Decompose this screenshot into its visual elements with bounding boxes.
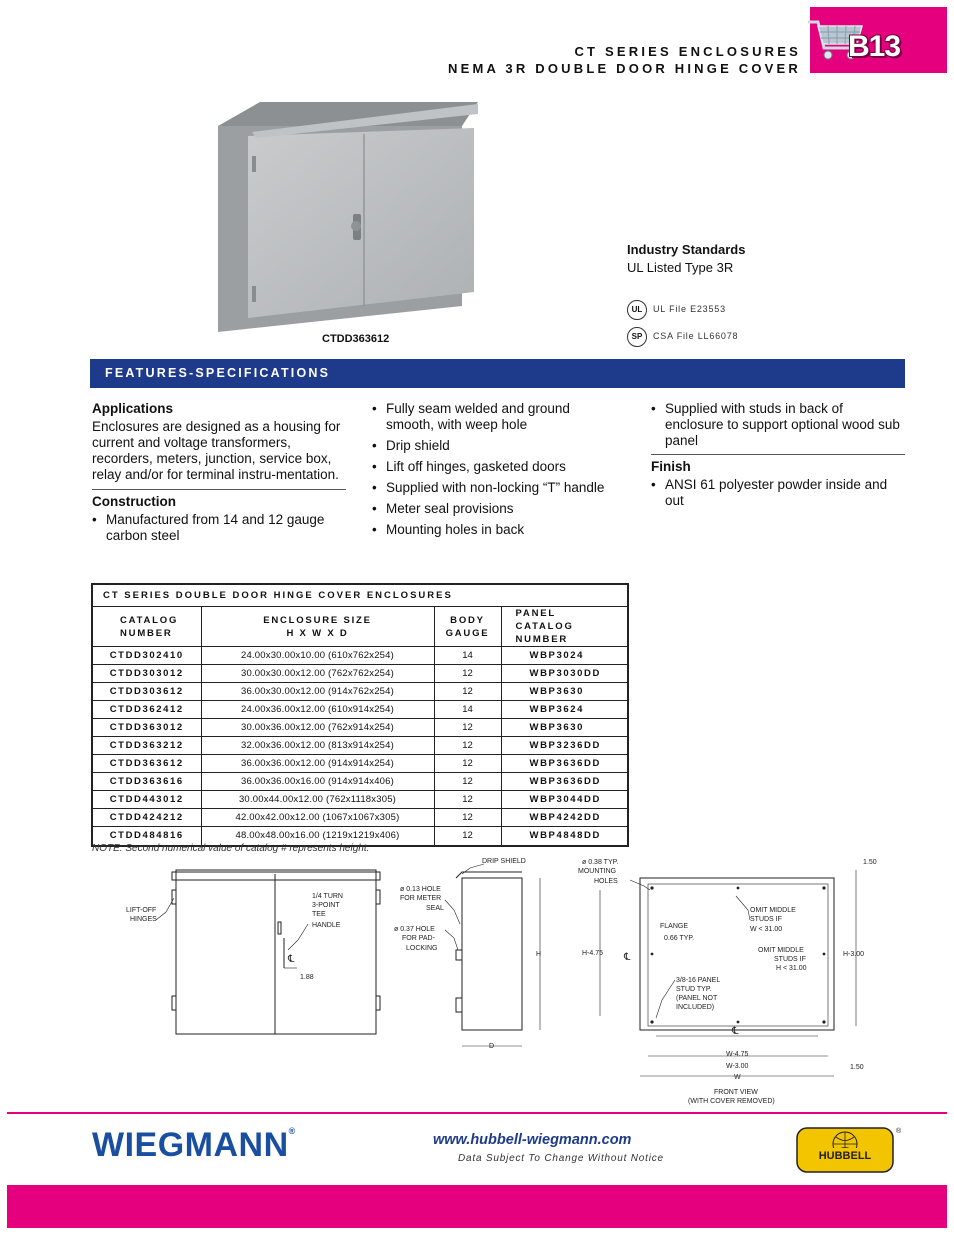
handle-label: 1/4 TURN <box>312 893 343 900</box>
csa-mark-icon: SP <box>627 327 647 347</box>
features-column-3 <box>651 401 905 514</box>
table-row: CTDD363612 36.00x36.00x12.00 (914x914x254) 12 WBP3636DD <box>93 755 627 773</box>
finish-title: Finish <box>651 459 691 474</box>
table-row: CTDD303012 30.00x30.00x12.00 (762x762x254) 12 WBP3030DD <box>93 665 627 683</box>
front-view-caption: FRONT VIEW <box>714 1089 758 1096</box>
svg-text:SEAL: SEAL <box>426 905 444 912</box>
feature-item: • Mounting holes in back <box>372 522 607 538</box>
svg-text:HANDLE: HANDLE <box>312 922 341 929</box>
svg-text:INCLUDED): INCLUDED) <box>676 1004 715 1011</box>
column-header-catalog: CATALOG NUMBER <box>93 607 201 647</box>
csa-cert <box>627 327 757 345</box>
w-label: W <box>734 1074 741 1081</box>
flange-label: FLANGE <box>660 923 689 930</box>
svg-text:MOUNTING: MOUNTING <box>578 868 617 875</box>
padlock-label: ø 0.37 HOLE <box>394 926 435 933</box>
svg-text:HOLES: HOLES <box>594 878 618 885</box>
svg-text:℄: ℄ <box>288 954 295 965</box>
footer-band <box>7 1185 947 1228</box>
table-row: CTDD302410 24.00x30.00x10.00 (610x762x254) 14 WBP3024 <box>93 647 627 665</box>
svg-text:®: ® <box>896 1128 901 1135</box>
dimension-label: 1.88 <box>300 974 314 981</box>
column-header-panel: PANEL CATALOG NUMBER <box>515 608 574 645</box>
features-column-2 <box>372 401 607 543</box>
lift-off-hinges-label: LIFT-OFF <box>126 907 157 914</box>
features-header-bar <box>90 359 905 388</box>
table-caption: CT SERIES DOUBLE DOOR HINGE COVER ENCLOSURES <box>93 585 627 607</box>
svg-text:HUBBELL: HUBBELL <box>818 1150 872 1162</box>
feature-item: • Supplied with non-locking “T” handle <box>372 480 607 496</box>
svg-text:STUDS IF: STUDS IF <box>774 956 806 963</box>
feature-item: • Meter seal provisions <box>372 501 607 517</box>
technical-drawings <box>110 850 900 1110</box>
table-row: CTDD303612 36.00x30.00x12.00 (914x762x254) 12 WBP3630 <box>93 683 627 701</box>
enclosure-photo <box>212 96 478 334</box>
h-475-label: H-4.75 <box>582 950 604 957</box>
table-row: CTDD443012 30.00x44.00x12.00 (762x1118x305) 12 WBP3044DD <box>93 791 627 809</box>
table-note: NOTE: Second numerical value of catalog # represents height. <box>92 843 370 854</box>
table-row: CTDD362412 24.00x36.00x12.00 (610x914x254) 14 WBP3624 <box>93 701 627 719</box>
table-row: CTDD363012 30.00x36.00x12.00 (762x914x254) 12 WBP3630 <box>93 719 627 737</box>
divider <box>651 454 905 455</box>
svg-text:HINGES: HINGES <box>130 916 157 923</box>
feature-item: • Fully seam welded and ground smooth, with weep hole <box>372 401 607 433</box>
divider <box>92 489 346 490</box>
svg-text:3-POINT: 3-POINT <box>312 902 340 909</box>
product-caption: CTDD363612 <box>322 333 390 345</box>
column-header-gauge: BODY GAUGE <box>434 607 501 647</box>
standards-value: UL Listed Type 3R <box>627 260 734 275</box>
svg-text:LOCKING: LOCKING <box>406 945 438 952</box>
construction-title: Construction <box>92 494 176 509</box>
side-view-outline <box>462 878 522 1030</box>
enclosure-table <box>91 583 629 847</box>
svg-text:TEE: TEE <box>312 911 326 918</box>
footer-divider <box>7 1112 947 1114</box>
svg-text:0.66 TYP.: 0.66 TYP. <box>664 935 695 942</box>
svg-text:(WITH COVER REMOVED): (WITH COVER REMOVED) <box>688 1098 775 1105</box>
standards-title: Industry Standards <box>627 242 746 257</box>
page-title: CT SERIES ENCLOSURES <box>574 44 801 59</box>
svg-text:(PANEL NOT: (PANEL NOT <box>676 995 718 1002</box>
construction-item: • Manufactured from 14 and 12 gauge carbon steel <box>92 512 346 544</box>
depth-label: D <box>489 1043 495 1050</box>
section-code: B13 <box>848 30 901 63</box>
column-header-size: ENCLOSURE SIZE H X W X D <box>201 607 434 647</box>
svg-text:STUD TYP.: STUD TYP. <box>676 986 712 993</box>
h-300-label: H-3.00 <box>843 951 865 958</box>
hubbell-logo <box>795 1124 901 1174</box>
ul-cert <box>627 300 757 318</box>
ul-mark-icon: UL <box>627 300 647 320</box>
svg-text:℄: ℄ <box>732 1026 739 1037</box>
dim-150-top: 1.50 <box>863 859 877 866</box>
svg-text:W < 31.00: W < 31.00 <box>750 926 783 933</box>
features-header: FEATURES-SPECIFICATIONS <box>105 366 331 380</box>
svg-text:FOR METER: FOR METER <box>400 895 442 902</box>
dim-150-bottom: 1.50 <box>850 1064 864 1071</box>
front-view-outline <box>176 870 376 1034</box>
table-header-row <box>93 607 627 647</box>
feature-item: • Drip shield <box>372 438 607 454</box>
finish-item: • ANSI 61 polyester powder inside and out <box>651 477 905 509</box>
w-300-label: W-3.00 <box>726 1063 749 1070</box>
table-row: CTDD424212 42.00x42.00x12.00 (1067x1067x305) 12 WBP4242DD <box>93 809 627 827</box>
w-475-label: W-4.75 <box>726 1051 749 1058</box>
omit-height-label: OMIT MIDDLE <box>758 947 804 954</box>
svg-text:℄: ℄ <box>624 952 631 963</box>
meter-seal-label: ø 0.13 HOLE <box>400 886 441 893</box>
svg-text:STUDS IF: STUDS IF <box>750 916 782 923</box>
applications-text: Enclosures are designed as a housing for current and voltage transformers, recorders, meters, junction, service box, relay and/or for terminal instru-mentation. <box>92 419 341 482</box>
back-view-outline <box>640 878 834 1030</box>
wiegmann-logo: WIEGMANN® <box>92 1126 296 1164</box>
omit-width-label: OMIT MIDDLE <box>750 907 796 914</box>
svg-text:FOR PAD-: FOR PAD- <box>402 935 435 942</box>
ul-cert-text: UL File E23553 <box>653 304 726 314</box>
panel-stud-label: 3/8-16 PANEL <box>676 977 721 984</box>
table-row: CTDD363616 36.00x36.00x16.00 (914x914x406) 12 WBP3636DD <box>93 773 627 791</box>
csa-cert-text: CSA File LL66078 <box>653 331 739 341</box>
feature-item: • Supplied with studs in back of enclosure to support optional wood sub panel <box>651 401 905 449</box>
website-link[interactable]: www.hubbell-wiegmann.com <box>433 1132 632 1148</box>
page-subtitle: NEMA 3R DOUBLE DOOR HINGE COVER <box>448 61 801 76</box>
drip-shield-label: DRIP SHIELD <box>482 858 526 865</box>
mounting-holes-label: ø 0.38 TYP. <box>582 859 619 866</box>
table-row: CTDD363212 32.00x36.00x12.00 (813x914x254) 12 WBP3236DD <box>93 737 627 755</box>
features-column-1 <box>92 401 346 549</box>
applications-title: Applications <box>92 401 174 416</box>
disclaimer: Data Subject To Change Without Notice <box>458 1153 664 1164</box>
height-label: H <box>536 951 542 958</box>
table-row: CTDD484816 48.00x48.00x16.00 (1219x1219x406) 12 WBP4848DD <box>93 827 627 845</box>
feature-item: • Lift off hinges, gasketed doors <box>372 459 607 475</box>
svg-text:H < 31.00: H < 31.00 <box>776 965 807 972</box>
